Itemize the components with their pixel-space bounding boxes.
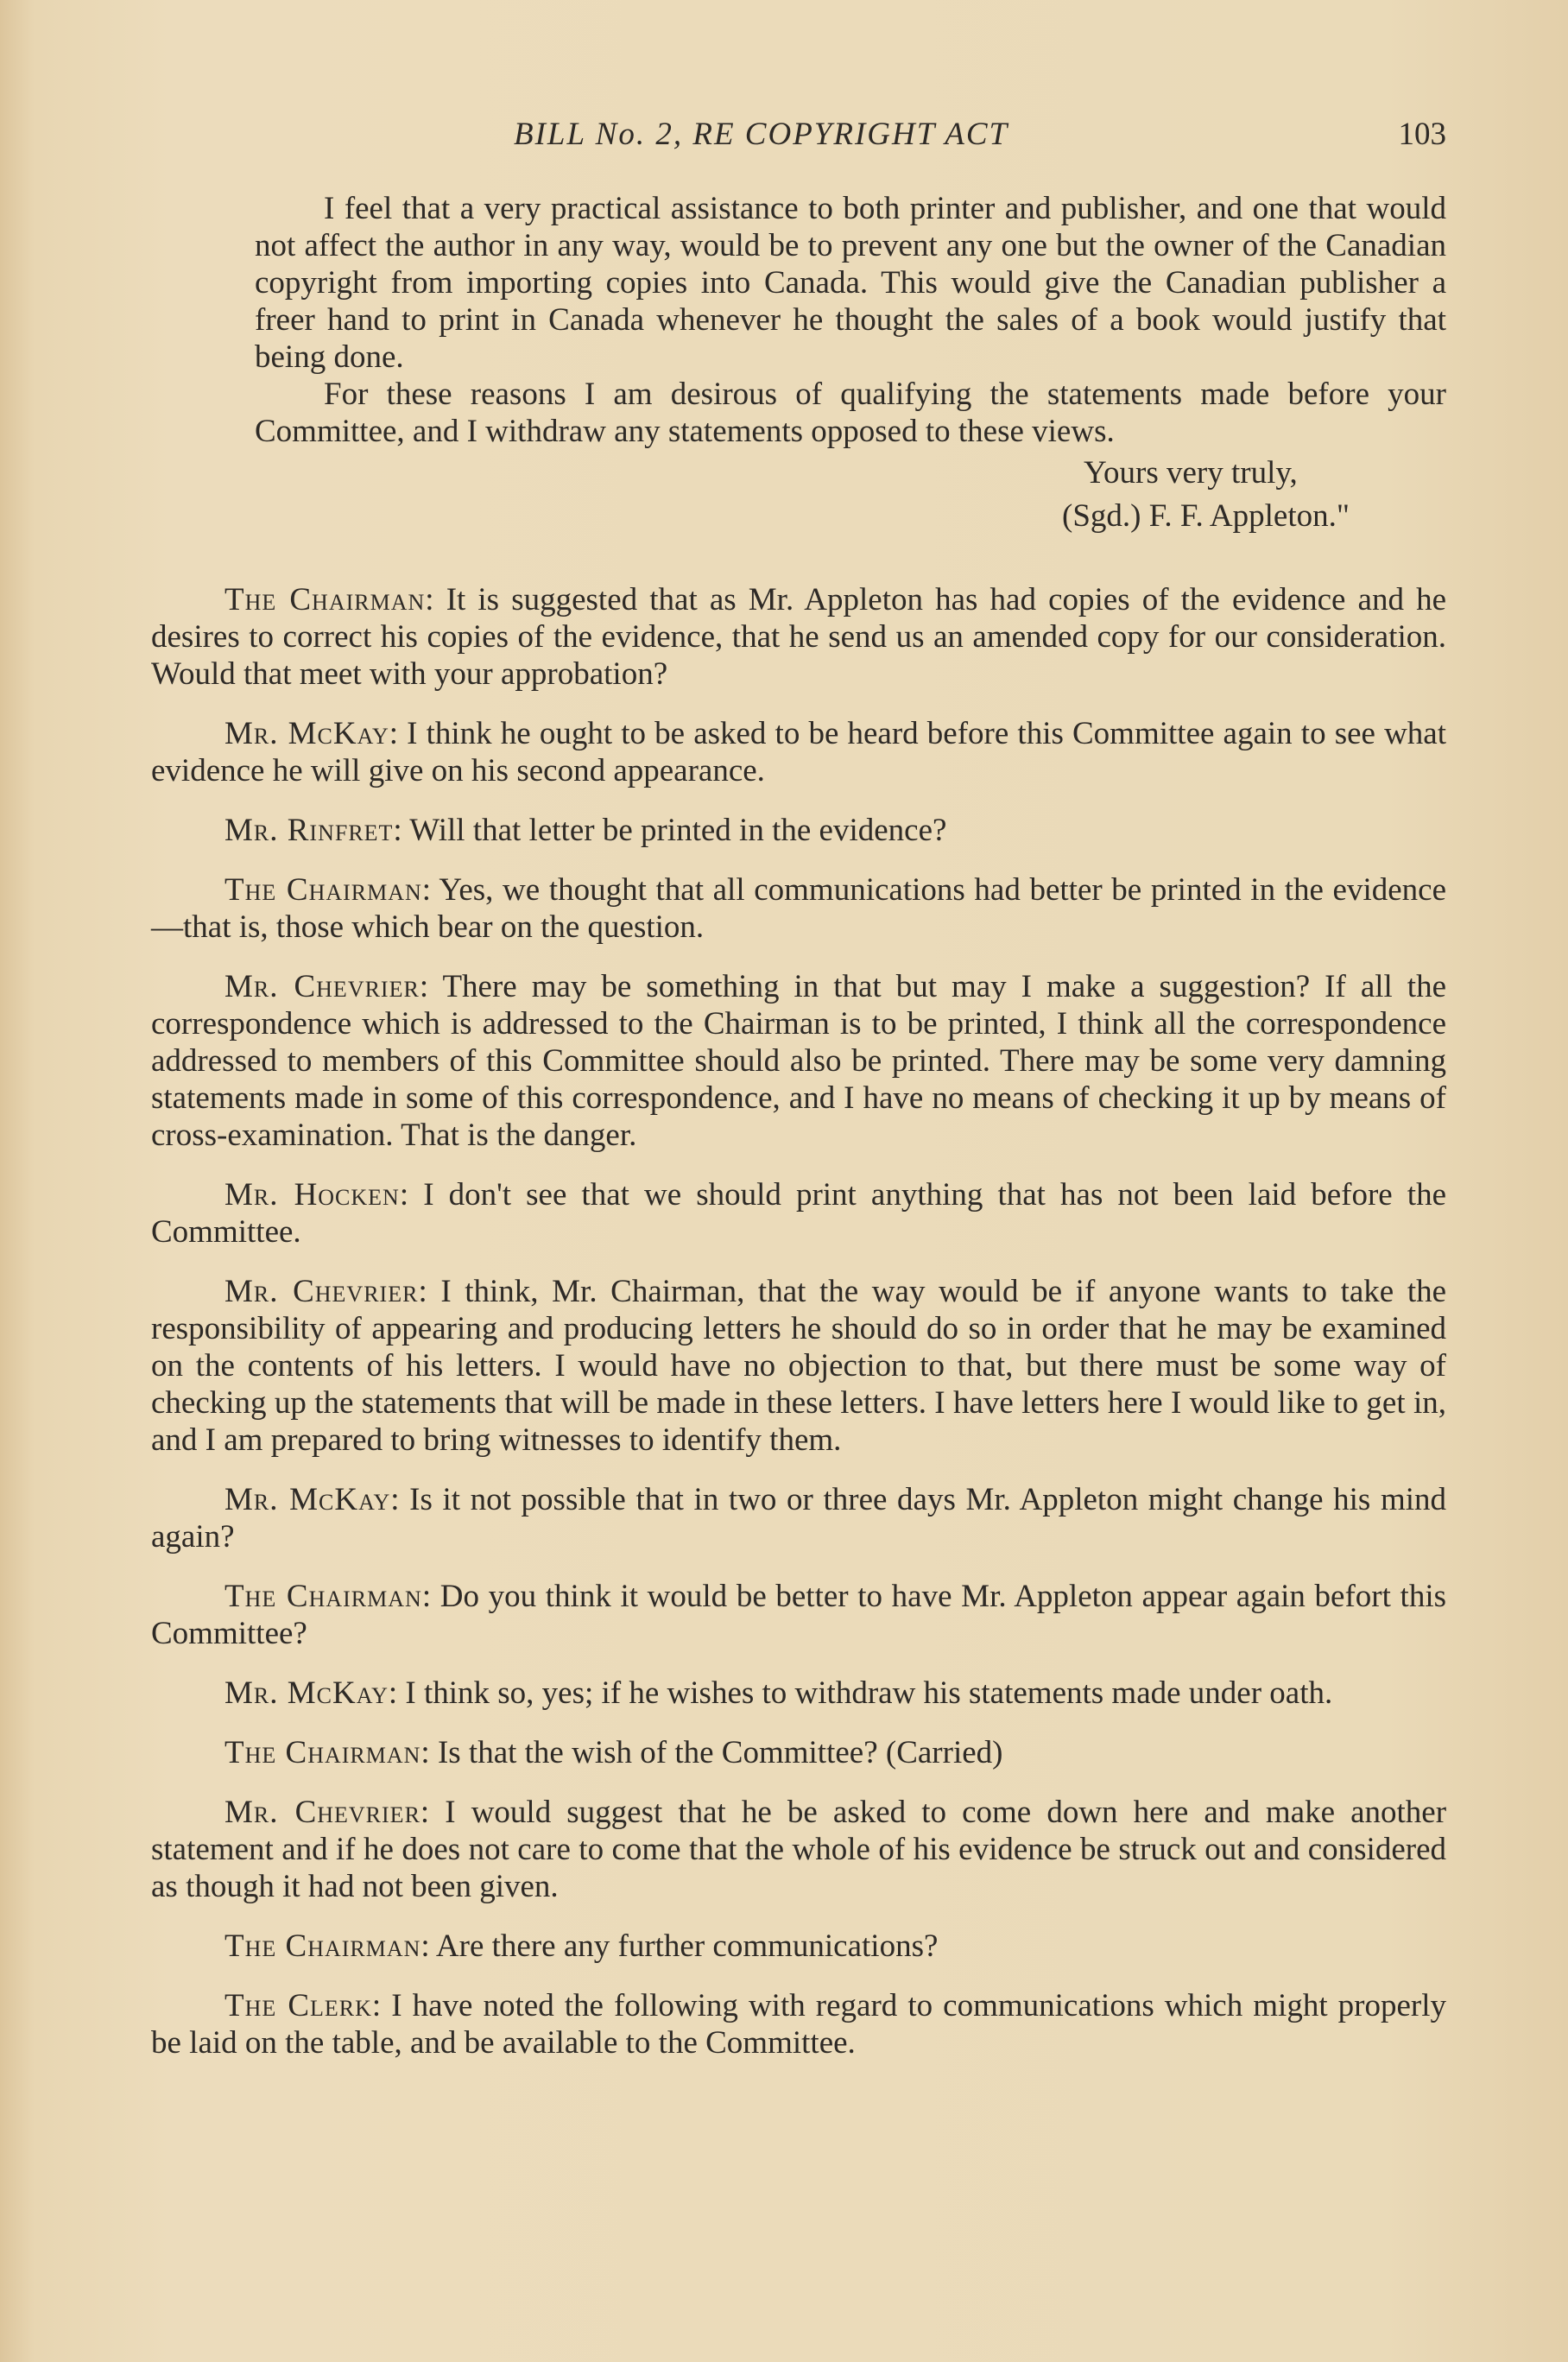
speaker-name: Mr. Hocken [224,1177,400,1213]
page-number: 103 [1398,117,1446,152]
speech-text: Are there any further communications? [435,1928,939,1964]
speech-paragraph: The Chairman: Do you think it would be better to have Mr. Appleton appear again befort this Committee? [151,1579,1447,1651]
speech-text: Do you think it would be better to have Mr. Appleton appear again befort this Committee? [151,1579,1447,1651]
speech-text: There may be something in that but may I make a suggestion? If all the correspondence which is addressed to the Chairman is to be printed, I think all the correspondence addressed to members of this Committee should also be printed. There may be some very damning statements made in some of this correspondence, and I have no means of checking it up by means of cross-examination. That is the danger. [151,969,1446,1153]
speech-text: It is suggested that as Mr. Appleton has had copies of the evidence and he desires to correct his copies of the evidence, that he send us an amended copy for our consideration. Would that meet with your approbation? [151,582,1446,692]
speaker-name: Mr. Chevrier [224,1795,420,1830]
letter-paragraph: I feel that a very practical assistance to both printer and publisher, and one that would not affect the author in any way, would be to prevent any one but the owner of the Canadian copyright from importing copies into Canada. This would give the Canadian publisher a freer hand to print in Canada whenever he thought the sales of a book would justify that being done. [255,191,1446,375]
body-text [151,190,1446,2084]
speaker-name: The Chairman [224,1928,421,1964]
speech-text: Is that the wish of the Committee? (Carried) [437,1735,1003,1770]
signature-text: (Sgd.) F. F. Appleton." [1062,498,1350,534]
speaker-name: Mr. Chevrier [224,1274,419,1309]
speech-text: I think, Mr. Chairman, that the way would be if anyone wants to take the responsibility of appearing and producing letters he should do so in order that he may be examined on the contents of his letters. I would have no objection to that, but there must be some way of checking up the statements that will be made in these letters. I have letters here I would like to get in, and I am prepared to bring witnesses to identify them. [151,1274,1447,1458]
speaker-name: The Chairman [224,872,422,908]
letter-closing: Yours very truly, [1084,455,1298,491]
speech-paragraph: Mr. Rinfret: Will that letter be printed in the evidence? [224,813,947,848]
speech-paragraph: The Chairman: Is that the wish of the Committee? (Carried) [224,1735,1003,1770]
speech-paragraph: Mr. Hocken: I don't see that we should print anything that has not been laid before the Committee. [151,1177,1447,1250]
speaker-name: Mr. McKay [224,1482,391,1517]
running-head [151,116,1446,168]
speech-text: I think so, yes; if he wishes to withdraw his statements made under oath. [405,1675,1333,1711]
speech-text: Is it not possible that in two or three days Mr. Appleton might change his mind again? [151,1482,1447,1555]
speech-text: I don't see that we should print anything that has not been laid before the Committee. [151,1177,1447,1250]
speech-paragraph: Mr. McKay: I think he ought to be asked to be heard before this Committee again to see what evidence he will give on his second appearance. [151,716,1446,788]
speech-text: Yes, we thought that all communications had better be printed in the evidence—that is, those which bear on the question. [151,872,1446,945]
speech-paragraph: Mr. Chevrier: I think, Mr. Chairman, that the way would be if anyone wants to take the responsibility of appearing and producing letters he should do so in order that he may be examined on the contents of his letters. I would have no objection to that, but there must be some way of checking up the statements that will be made in these letters. I have letters here I would like to get in, and I am prepared to bring witnesses to identify them. [151,1274,1447,1458]
speaker-name: The Clerk [224,1988,372,2023]
committee-exchange [151,581,1446,2061]
letter-signature [1062,495,1446,538]
speech-text: I have noted the following with regard to communications which might properly be laid on the table, and be available to the Committee. [151,1988,1447,2061]
quoted-letter [255,190,1446,538]
speech-paragraph: Mr. Chevrier: I would suggest that he be asked to come down here and make another statement and if he does not care to come that the whole of his evidence be struck out and considered as though it had not been given. [151,1795,1447,1904]
running-title: BILL No. 2, RE COPYRIGHT ACT [514,117,1009,152]
speech-text: I think he ought to be asked to be heard before this Committee again to see what evidence he will give on his second appearance. [151,716,1446,788]
speech-text: Will that letter be printed in the evidence? [409,813,947,848]
speech-paragraph: The Clerk: I have noted the following with regard to communications which might properly be laid on the table, and be available to the Committee. [151,1988,1447,2061]
speaker-name: Mr. McKay [224,1675,389,1711]
speaker-name: The Chairman [224,582,426,617]
speech-paragraph: Mr. Chevrier: There may be something in that but may I make a suggestion? If all the correspondence which is addressed to the Chairman is to be printed, I think all the correspondence addressed to members of this Committee should also be printed. There may be some very damning statements made in some of this correspondence, and I have no means of checking it up by means of cross-examination. That is the danger. [151,969,1446,1153]
speaker-name: The Chairman [224,1735,421,1770]
speech-paragraph: The Chairman: Yes, we thought that all communications had better be printed in the evidence—that is, those which bear on the question. [151,872,1446,945]
speech-paragraph: The Chairman: It is suggested that as Mr. Appleton has had copies of the evidence and he desires to correct his copies of the evidence, that he send us an amended copy for our consideration. Would that meet with your approbation? [151,582,1446,692]
speaker-name: Mr. Chevrier [224,969,420,1004]
speaker-name: Mr. McKay [224,716,389,751]
speaker-name: Mr. Rinfret [224,813,394,848]
letter-paragraph: For these reasons I am desirous of qualifying the statements made before your Committee, and I withdraw any statements opposed to these views. [255,377,1446,449]
speech-text: I would suggest that he be asked to come down here and make another statement and if he does not care to come that the whole of his evidence be struck out and considered as though it had not been given. [151,1795,1447,1904]
speech-paragraph: Mr. McKay: I think so, yes; if he wishes to withdraw his statements made under oath. [224,1675,1333,1711]
speech-paragraph: The Chairman: Are there any further communications? [224,1928,939,1964]
speech-paragraph: Mr. McKay: Is it not possible that in two or three days Mr. Appleton might change his mind again? [151,1482,1447,1555]
letter-closing-block [1062,452,1446,538]
speaker-name: The Chairman [224,1579,422,1614]
